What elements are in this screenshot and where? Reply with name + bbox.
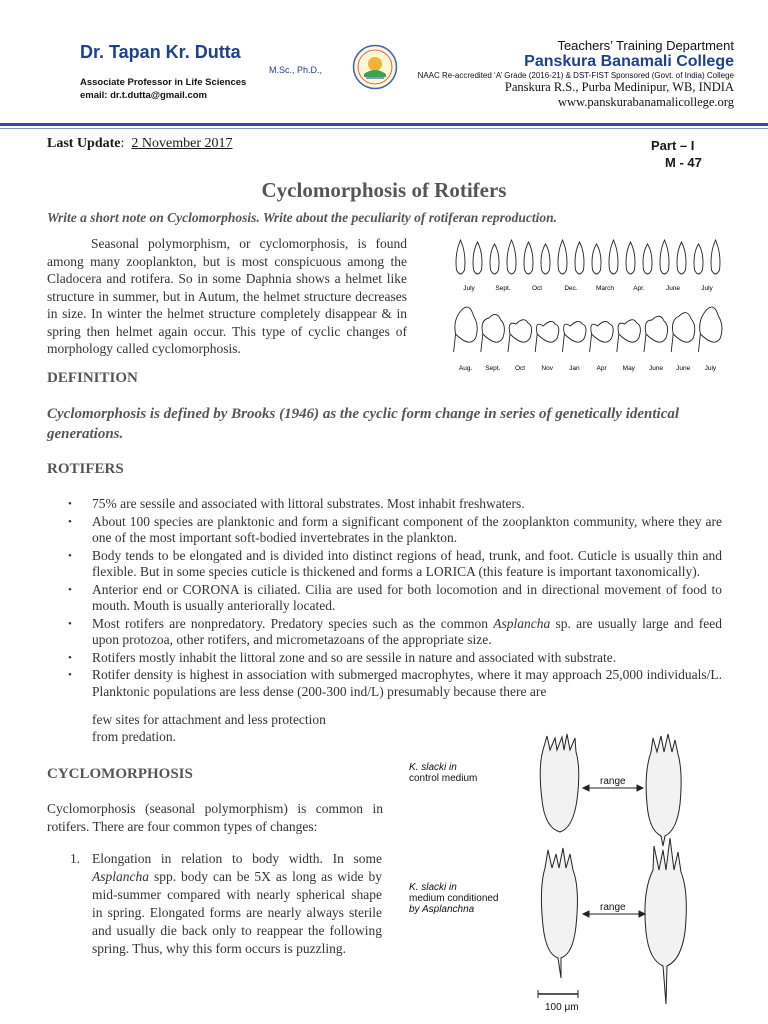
numbered-item-1 [70,850,382,958]
month-label-row2: Apr [596,365,607,372]
bullet-continuation [92,711,326,745]
daphnia-outline-row1 [473,242,482,274]
month-label-row2: Aug. [458,365,473,372]
list-item: • Body tends to be elongated and is divided into distinct regions of head, trunk, and foot. Cuticle is usually thin and flexible. But in some species cuticle is thickened and forms a LORICA (this feature is important taxonomically). [68,548,722,581]
last-update-label: Last Update [47,136,121,151]
daphnia-outline-row2 [590,321,614,352]
continuation-line-2: from predation. [92,729,176,744]
daphnia-outline-row2 [535,321,559,352]
list-item: • Anterior end or CORONA is ciliated. Cilia are used for both locomotion and in directional movement of food to mouth. Mouth is usually anteriorally located. [68,582,722,615]
daphnia-outline-row1 [626,242,635,274]
last-update-date: 2 November 2017 [131,136,233,151]
list-item: • Rotifers mostly inhabit the littoral zone and so are sessile in nature and associated with substrate. [68,650,722,667]
month-label-row2: June [676,365,691,372]
month-label-row2: Sept. [485,365,501,372]
daphnia-outline-row1 [592,244,601,274]
daphnia-outline-row1 [490,244,499,274]
month-label-row1: Apr. [633,285,645,292]
daphnia-outline-row1 [524,242,533,274]
keratella-control-large [646,734,681,846]
rotifers-heading: ROTIFERS [47,461,124,477]
month-label-row1: June [665,285,681,292]
page-title: Cyclomorphosis of Rotifers [261,178,507,202]
list-item: • Rotifer density is highest in association with submerged macrophytes, where it may approach 25,000 individuals/L. Planktonic populations are less dense (200-300 ind/L) presumably because there are [68,667,722,700]
accreditation-text: NAAC Re-accredited ‘A’ Grade (2016-21) & DST-FIST Sponsored (Govt. of India) College [417,71,734,80]
daphnia-outline-row2 [454,307,478,352]
month-label-row1: March [595,285,615,292]
keratella-cyclomorphosis-figure [395,728,735,1018]
month-label-row2: Oct [514,365,526,372]
month-label-row2: Nov [541,365,553,372]
month-label-row2: July [704,365,717,372]
item-text-b: spp. body can be 5X as long as wide by mid-summer compared with nearly spherical shape in spring. Elongated forms are nearly always sterile and usually die back only to reappear the following spring. Thus, why this form occurs is puzzling. [92,869,382,956]
daphnia-outline-row1 [558,240,567,274]
cyclomorphosis-heading: CYCLOMORPHOSIS [47,766,193,782]
item-italic: Asplancha [92,869,149,884]
daphnia-outline-row2 [644,316,668,352]
month-label-row2: May [622,365,635,372]
college-address: Panskura R.S., Purba Medinipur, WB, INDIA [504,80,734,94]
month-label-row1: Sept. [495,285,511,292]
last-update: Last Update: 2 November 2017 [47,136,233,151]
daphnia-outline-row1 [541,244,550,274]
daphnia-outline-row1 [694,244,703,274]
daphnia-outline-row1 [507,240,516,274]
list-item: • 75% are sessile and associated with littoral substrates. Most inhabit freshwaters. [68,496,722,513]
daphnia-outline-row1 [711,240,720,274]
part-label: Part – I [651,138,695,153]
fig2-range-bottom: range [600,902,626,913]
month-label-row2: June [648,365,664,372]
item-number: 1. [70,851,81,866]
question-text: Write a short note on Cyclomorphosis. Write about the peculiarity of rotiferan reproduction. [47,210,558,225]
list-item: • About 100 species are planktonic and form a significant component of the zooplankton community, where they are one of the most important soft-bodied invertebrates in the plankton. [68,514,722,547]
fig2-range-top: range [600,776,626,787]
author-degree: M.Sc., Ph.D., [268,65,322,75]
month-label-row1: Oct [531,285,543,292]
author-email: email: dr.t.dutta@gmail.com [80,90,207,101]
cyclomorphosis-intro: Cyclomorphosis (seasonal polymorphism) is common in rotifers. There are four common types of changes: [47,801,383,834]
month-label-row1: Dec. [564,285,578,292]
daphnia-outline-row2 [508,320,532,352]
college-name: Panskura Banamali College [524,53,734,70]
author-position: Associate Professor in Life Sciences [80,77,247,88]
keratella-conditioned-small [541,848,577,978]
item-text [70,850,382,958]
intro-paragraph [47,235,407,358]
month-label-row1: July [701,285,713,292]
month-label-row2: Jan [569,365,580,372]
college-website: www.panskurabanamalicollege.org [558,95,734,109]
daphnia-outline-row2 [481,314,505,352]
college-block [354,38,734,110]
daphnia-outline-row1 [677,242,686,274]
daphnia-outline-row1 [456,240,465,274]
list-item [68,616,722,649]
fig2-label-top-2: control medium [409,773,478,784]
daphnia-outline-row1 [575,242,584,274]
definition-text: Cyclomorphosis is defined by Brooks (1946) as the cyclic form change in series of genetically identical generations. [47,406,680,442]
bullet5-italic: Asplancha [493,615,551,631]
daphnia-outline-row2 [671,313,695,352]
daphnia-outline-row1 [660,240,669,274]
daphnia-outline-row1 [643,244,652,274]
continuation-line-1: few sites for attachment and less protection [92,712,326,727]
department-name: Teachers’ Training Department [557,38,734,53]
daphnia-outline-row2 [617,320,641,352]
module-label: M - 47 [665,155,702,170]
month-label-row1: July [463,285,475,292]
fig2-label-bottom-2: medium conditioned [409,893,499,904]
bullet5-text-a: Most rotifers are nonpredatory. Predatory species such as the common [92,615,494,631]
fig2-label-top-1: K. slacki in [409,762,457,773]
bullet5-text-b: sp. are usually large and feed upon protozoa, other rotifers, and micrometazoans of the appropriate size. [92,615,722,647]
daphnia-cyclomorphosis-figure [452,234,724,380]
daphnia-outline-row2 [698,307,722,352]
header-divider-thin [0,128,768,129]
daphnia-outline-row2 [562,321,586,352]
item-text-a: Elongation in relation to body width. In some [92,851,382,866]
part-module [651,137,702,171]
fig2-label-bottom-3: by Asplanchna [409,904,475,915]
author-block [80,42,340,101]
keratella-conditioned-large [645,838,686,1004]
daphnia-outline-row1 [609,240,618,274]
keratella-control-small [540,734,579,832]
header-divider [0,123,768,126]
fig2-label-bottom-1: K. slacki in [409,882,457,893]
intro-text: Seasonal polymorphism, or cyclomorphosis, is found among many zooplankton, but is most conspicuous among the Cladocera and rotifera. So in some Daphnia shows a helmet like structure in summer, but in Autum, the helmet structure decreases in size. In winter the helmet structure completely disappear & in spring then helmet again occur. This type of cyclic changes of morphology called cyclomorphosis. [47,236,407,356]
rotifer-bullet-list [68,496,722,701]
fig2-scale-label: 100 μm [545,1002,579,1013]
definition-heading: DEFINITION [47,370,138,386]
author-name: Dr. Tapan Kr. Dutta [80,42,241,62]
